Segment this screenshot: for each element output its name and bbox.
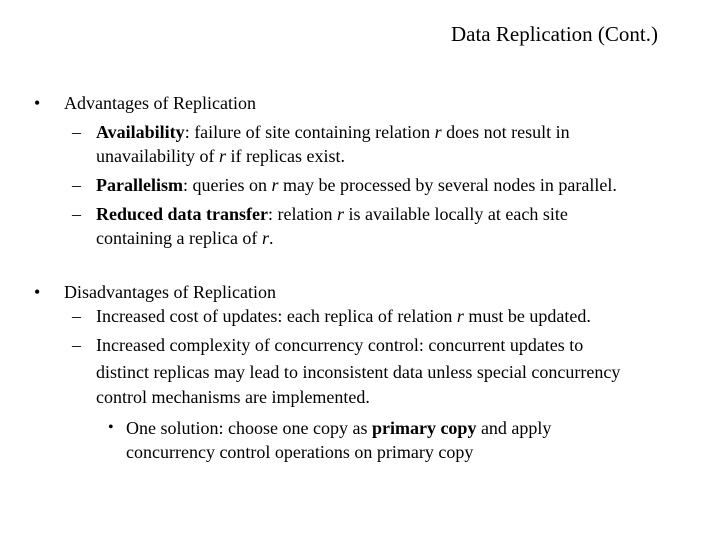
dash-icon: –: [72, 335, 81, 355]
solution-line2: concurrency control operations on primary copy: [126, 442, 474, 462]
primary-copy-term: primary copy: [371, 418, 477, 438]
term-reduced-data-transfer: Reduced data transfer: [96, 204, 268, 224]
dash-icon: –: [72, 204, 81, 224]
advantage-reduced-transfer: Reduced data transfer: relation r is available locally at each site: [96, 204, 568, 224]
term-parallelism: Parallelism: [96, 175, 183, 195]
advantage-availability-cont: unavailability of r if replicas exist.: [96, 146, 345, 166]
advantage-parallelism: Parallelism: queries on r may be processed by several nodes in parallel.: [96, 175, 617, 195]
disadvantage-concurrency-line1: Increased complexity of concurrency control: concurrent updates to: [96, 335, 584, 355]
advantages-heading: Advantages of Replication: [64, 93, 256, 113]
solution-line1: One solution: choose one copy as primary copy and apply: [126, 418, 552, 438]
dash-icon: –: [72, 122, 81, 142]
bullet-icon: •: [34, 93, 41, 113]
disadvantages-heading: Disadvantages of Replication: [64, 282, 276, 302]
advantage-availability: Availability: failure of site containing relation r does not result in: [96, 122, 570, 142]
sub-bullet-icon: •: [108, 419, 114, 436]
term-availability: Availability: [96, 122, 185, 142]
disadvantage-concurrency-line2: distinct replicas may lead to inconsistent data unless special concurrency: [96, 362, 621, 382]
slide-title: Data Replication (Cont.): [450, 22, 658, 46]
disadvantage-concurrency-line3: control mechanisms are implemented.: [96, 387, 370, 407]
disadvantage-update-cost: Increased cost of updates: each replica of relation r must be updated.: [96, 306, 591, 326]
dash-icon: –: [72, 175, 81, 195]
dash-icon: –: [72, 306, 81, 326]
advantage-reduced-transfer-cont: containing a replica of r.: [96, 228, 274, 248]
bullet-icon: •: [34, 282, 41, 302]
